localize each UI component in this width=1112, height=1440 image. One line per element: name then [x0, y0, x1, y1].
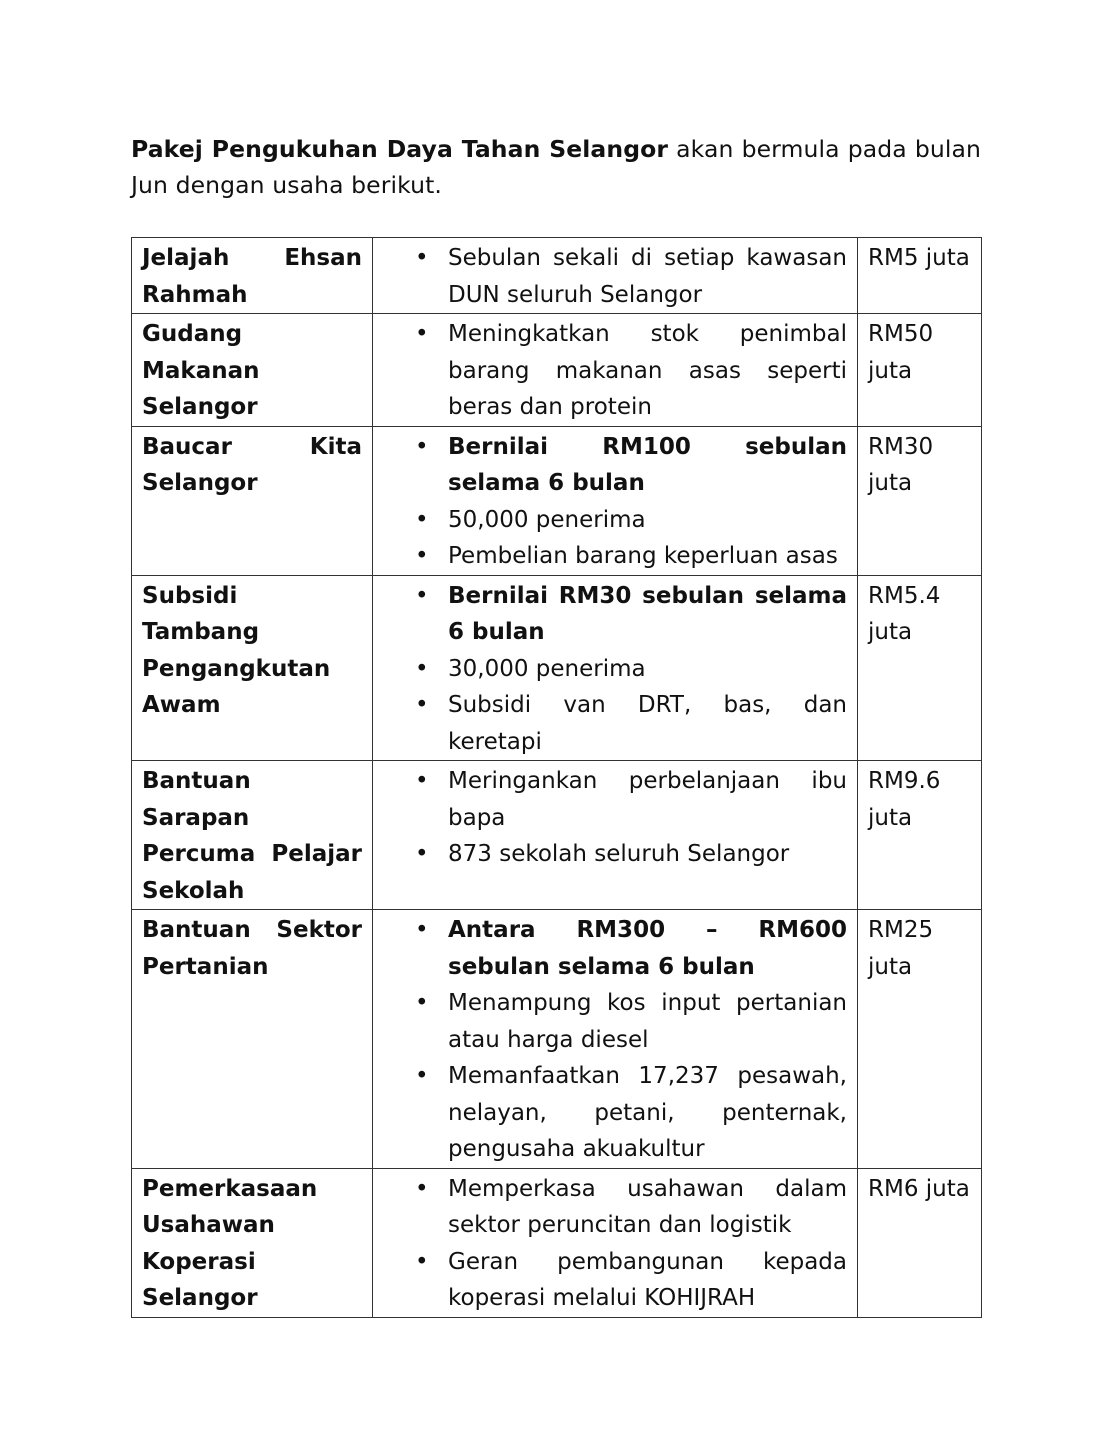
program-details: [373, 761, 858, 910]
program-details: [373, 1168, 858, 1317]
program-name: Gudang Makanan Selangor: [132, 314, 373, 427]
program-details: [373, 238, 858, 314]
details-list: [373, 316, 847, 426]
program-details: [373, 910, 858, 1169]
program-details: [373, 314, 858, 427]
program-name: Subsidi Tambang Pengangkutan Awam: [132, 575, 373, 761]
program-name: Bantuan Sektor Pertanian: [132, 910, 373, 1169]
table-row: [132, 575, 982, 761]
program-amount: RM5 juta: [858, 238, 982, 314]
package-title: Pakej Pengukuhan Daya Tahan Selangor: [131, 135, 669, 163]
list-item: • Antara RM300 – RM600 sebulan selama 6 bulan: [373, 912, 847, 985]
list-item: • Subsidi van DRT, bas, dan keretapi: [373, 687, 847, 760]
list-item: • Meningkatkan stok penimbal barang makanan asas seperti beras dan protein: [373, 316, 847, 426]
program-details: [373, 426, 858, 575]
program-amount: RM6 juta: [858, 1168, 982, 1317]
details-list: [373, 578, 847, 761]
program-name: Jelajah Ehsan Rahmah: [132, 238, 373, 314]
list-item: • Pembelian barang keperluan asas: [373, 538, 847, 575]
list-item: • Memanfaatkan 17,237 pesawah, nelayan, petani, penternak, pengusaha akuakultur: [373, 1058, 847, 1168]
program-amount: RM5.4 juta: [858, 575, 982, 761]
table-row: [132, 761, 982, 910]
program-name: Bantuan Sarapan Percuma Pelajar Sekolah: [132, 761, 373, 910]
list-item: • Bernilai RM100 sebulan selama 6 bulan: [373, 429, 847, 502]
list-item: • Geran pembangunan kepada koperasi melalui KOHIJRAH: [373, 1244, 847, 1317]
details-list: [373, 429, 847, 575]
list-item: • Meringankan perbelanjaan ibu bapa: [373, 763, 847, 836]
intro-paragraph: [131, 131, 981, 203]
package-table: [131, 237, 982, 1318]
program-amount: RM30 juta: [858, 426, 982, 575]
table-row: [132, 314, 982, 427]
program-details: [373, 575, 858, 761]
program-amount: RM9.6 juta: [858, 761, 982, 910]
list-item: • 30,000 penerima: [373, 651, 847, 688]
list-item: • Sebulan sekali di setiap kawasan DUN seluruh Selangor: [373, 240, 847, 313]
details-list: [373, 763, 847, 873]
table-row: [132, 238, 982, 314]
program-name: Pemerkasaan Usahawan Koperasi Selangor: [132, 1168, 373, 1317]
details-list: [373, 912, 847, 1168]
list-item: • 50,000 penerima: [373, 502, 847, 539]
program-name: Baucar Kita Selangor: [132, 426, 373, 575]
list-item: • 873 sekolah seluruh Selangor: [373, 836, 847, 873]
intro-text: akan bermula pada bulan Jun dengan usaha berikut.: [131, 135, 981, 199]
table-row: [132, 1168, 982, 1317]
details-list: [373, 1171, 847, 1317]
program-amount: RM50 juta: [858, 314, 982, 427]
list-item: • Bernilai RM30 sebulan selama 6 bulan: [373, 578, 847, 651]
list-item: • Menampung kos input pertanian atau harga diesel: [373, 985, 847, 1058]
table-row: [132, 426, 982, 575]
program-amount: RM25 juta: [858, 910, 982, 1169]
table-row: [132, 910, 982, 1169]
details-list: [373, 240, 847, 313]
list-item: • Memperkasa usahawan dalam sektor peruncitan dan logistik: [373, 1171, 847, 1244]
